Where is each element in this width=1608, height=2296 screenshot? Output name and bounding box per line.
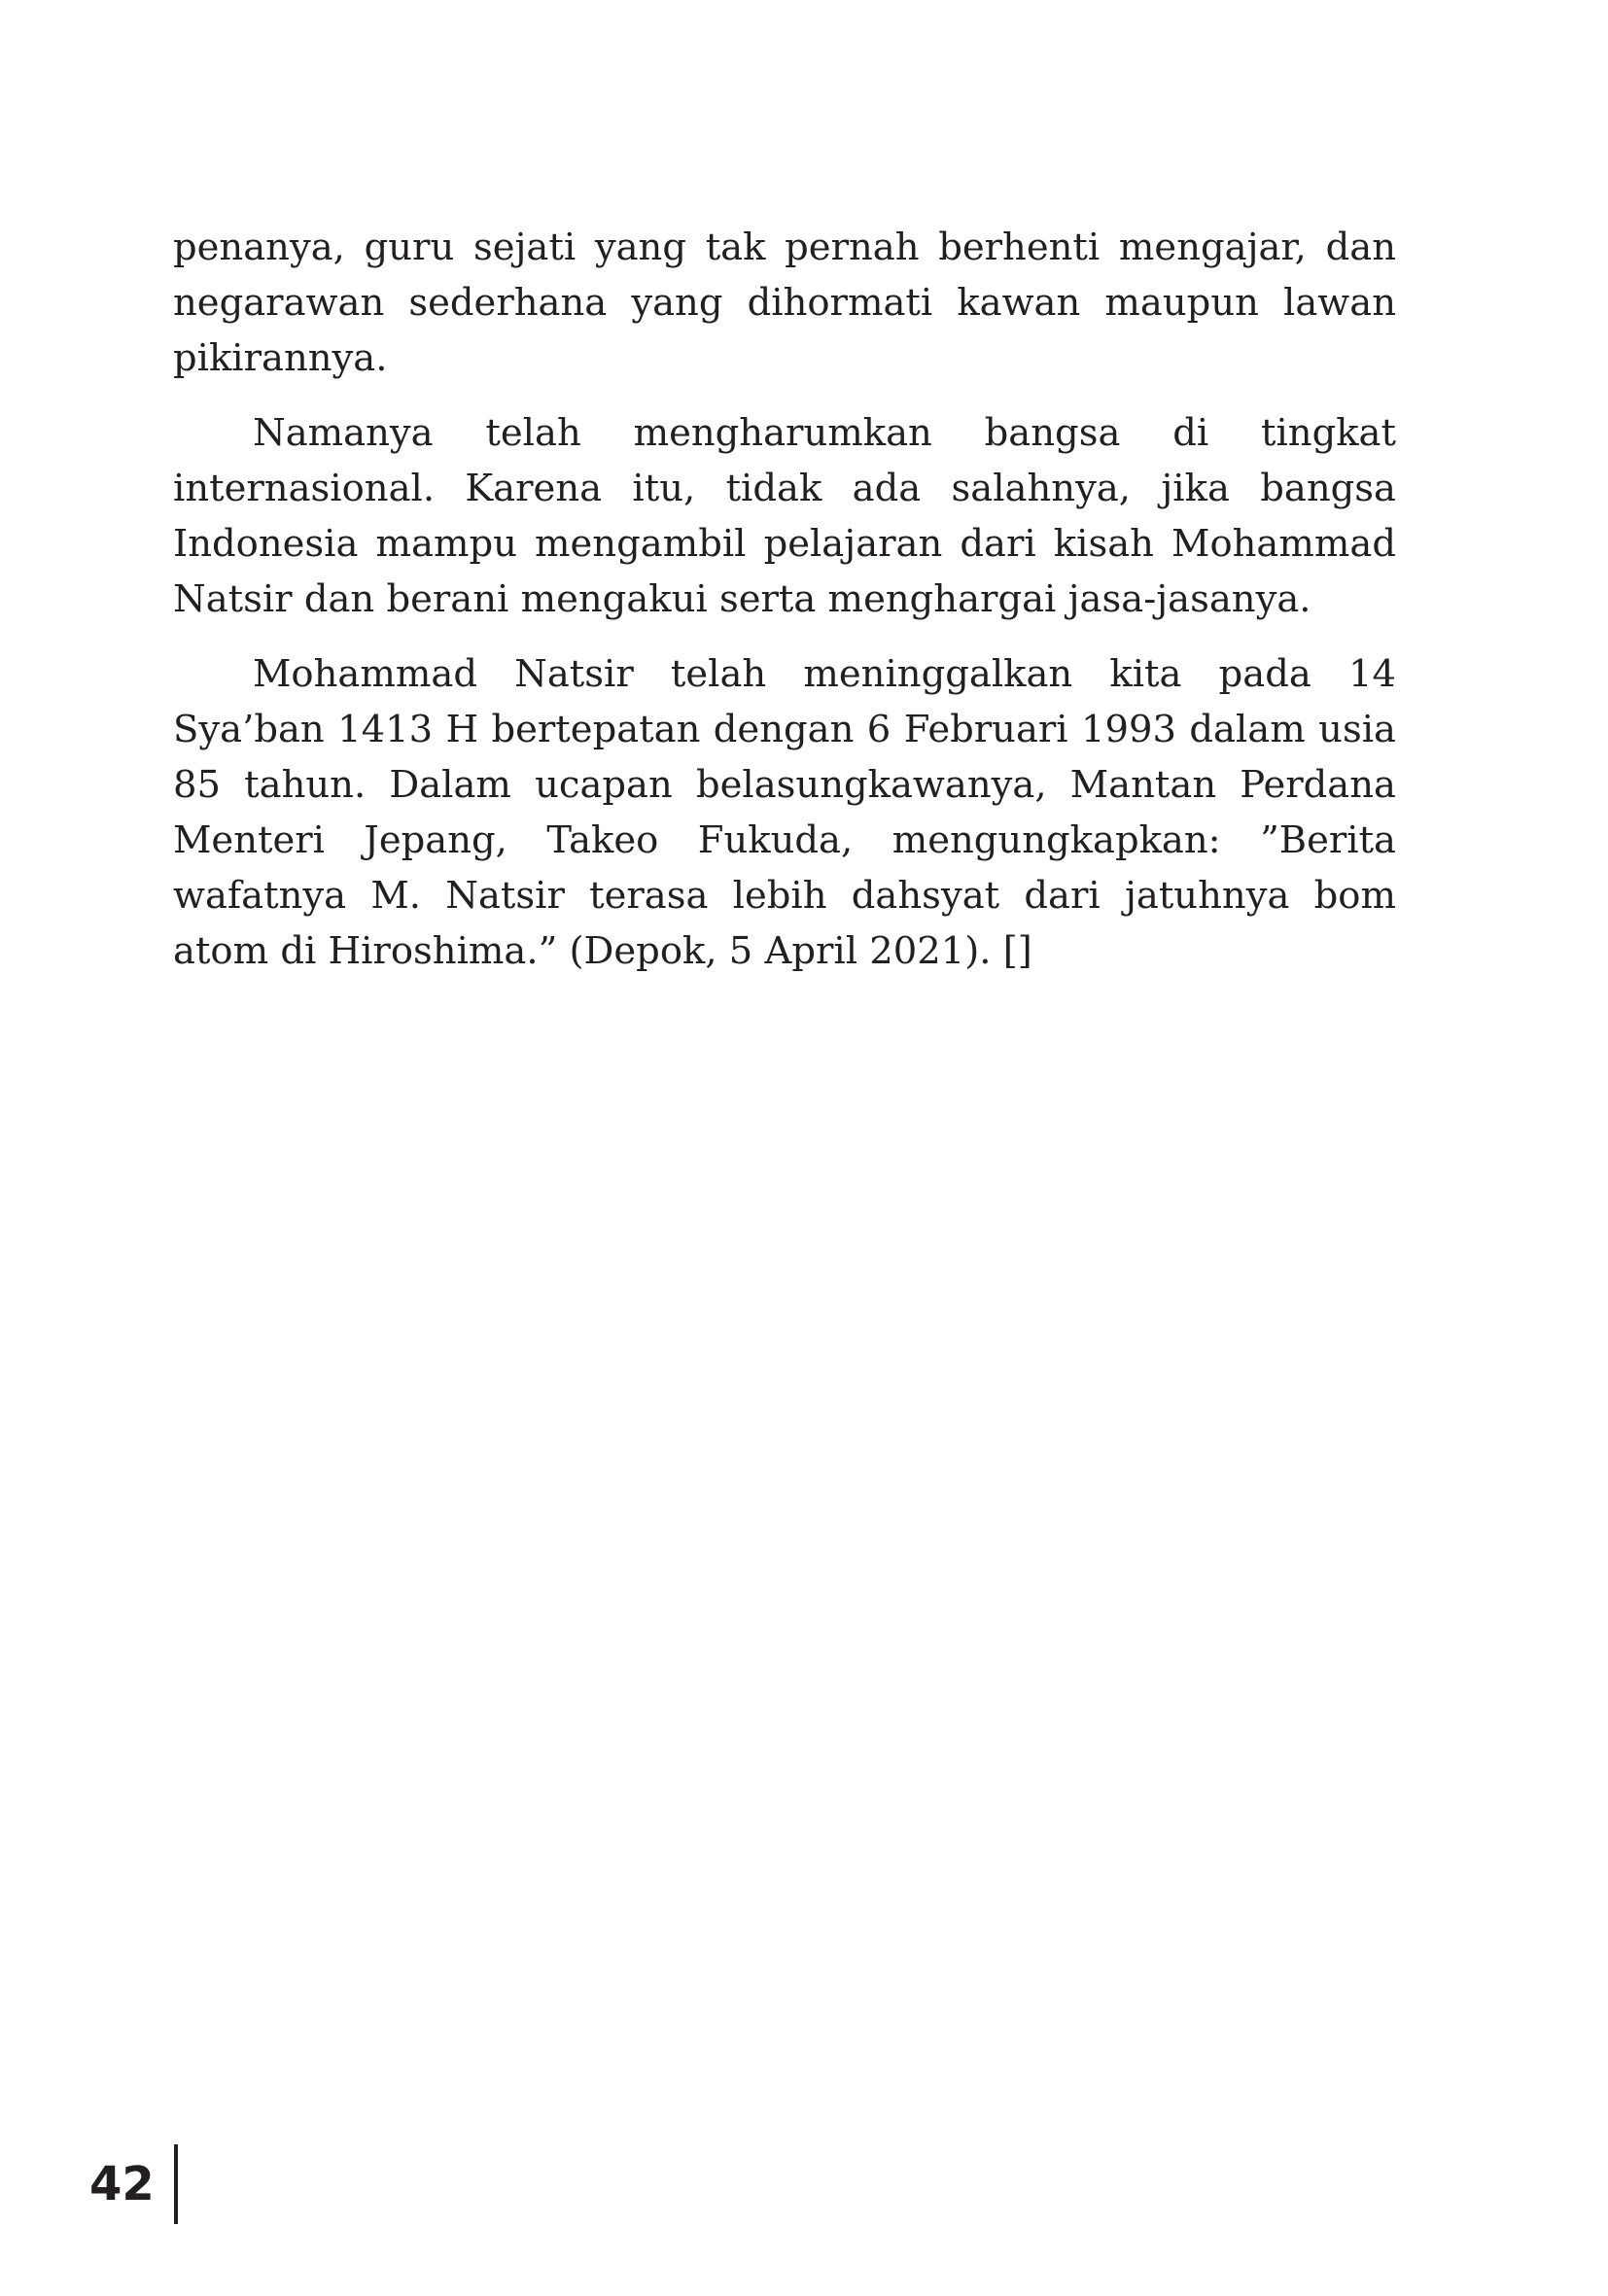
page-number-divider <box>174 2144 178 2224</box>
paragraph-natsir-death: Mohammad Natsir telah meninggalkan kita pada 14 Sya’ban 1413 H bertepatan dengan 6 Februari 1993 dalam usia 85 tahun. Dalam ucapan belasungkawanya, Mantan Perdana Menteri Jepang, Takeo Fukuda, mengungkapkan: ”Berita wafatnya M. Natsir terasa lebih dahsyat dari jatuhnya bom atom di Hiroshima.” (Depok, 5 April 2021). [] <box>173 652 1396 973</box>
paragraph-natsir-legacy: Namanya telah mengharumkan bangsa di tingkat internasional. Karena itu, tidak ada salahnya, jika bangsa Indonesia mampu mengambil pelajaran dari kisah Mohammad Natsir dan berani mengakui serta menghargai jasa-jasanya. <box>173 411 1396 621</box>
paragraph-continuation: penanya, guru sejati yang tak pernah berhenti mengajar, dan negarawan sederhana yang dihormati kawan maupun lawan pikirannya. <box>173 226 1396 380</box>
page-number: 42 <box>89 2157 155 2211</box>
body-text <box>173 220 1396 998</box>
page-footer <box>89 2144 178 2224</box>
